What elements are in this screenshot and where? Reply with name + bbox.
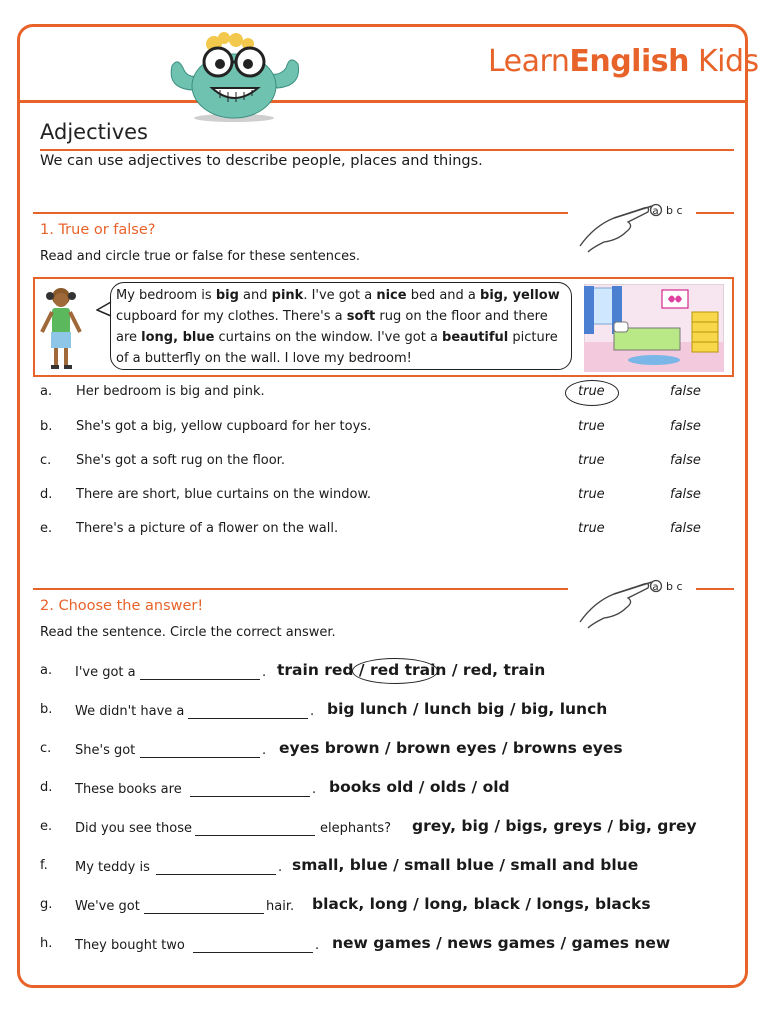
section1-title: 1. True or false? [40, 222, 156, 238]
choose-row-g: g. We've got hair. black, long / long, black / longs, blacks [40, 895, 651, 914]
false-option[interactable]: false [670, 521, 701, 536]
answer-blank[interactable] [188, 718, 308, 719]
true-option[interactable]: true [578, 521, 605, 536]
answer-options[interactable]: black, long / long, black / longs, blacks [312, 895, 651, 913]
choose-row-b: b. We didn't have a . big lunch / lunch big / big, lunch [40, 700, 608, 719]
story-text: My bedroom is big and pink. I've got a nice bed and a big, yellow cupboard for my clothes. There's a soft rug on the floor and there are long, blue curtains on the window. I've got a beautiful picture of a butterfly on the wall. I love my bedroom! [116, 288, 560, 366]
answer-options[interactable]: books old / olds / old [329, 778, 510, 796]
choose-row-a: a. I've got a . train red / red train / red, train [40, 661, 546, 680]
section2-title: 2. Choose the answer! [40, 598, 204, 614]
bedroom-illustration-icon [584, 284, 724, 372]
hand-letter-a: a [652, 582, 659, 593]
choose-row-h: h. They bought two . new games / news games / games new [40, 934, 671, 953]
answer-options[interactable]: eyes brown / brown eyes / browns eyes [279, 739, 623, 757]
hand-letter-a: a [652, 206, 659, 217]
hand-letters: b c [666, 204, 683, 217]
section1-instruction: Read and circle true or false for these sentences. [40, 249, 361, 264]
answer-blank[interactable] [140, 757, 260, 758]
girl-illustration-icon [38, 284, 84, 372]
answer-options[interactable]: small, blue / small blue / small and blue [292, 856, 639, 874]
false-option[interactable]: false [670, 453, 701, 468]
true-option[interactable]: true [578, 384, 605, 399]
answer-blank[interactable] [156, 874, 276, 875]
title-underline [40, 149, 734, 151]
answer-options[interactable]: new games / news games / games new [332, 934, 671, 952]
true-option[interactable]: true [578, 419, 605, 434]
answer-blank[interactable] [140, 679, 260, 680]
choose-row-f: f. My teddy is . small, blue / small blue / small and blue [40, 856, 639, 875]
section2-divider [33, 588, 568, 590]
learnenglish-kids-logo: LearnEnglish Kids [488, 44, 759, 79]
section2-divider-right [696, 588, 734, 590]
hand-letters: b c [666, 580, 683, 593]
true-option[interactable]: true [578, 453, 605, 468]
false-option[interactable]: false [670, 384, 701, 399]
true-option[interactable]: true [578, 487, 605, 502]
answer-options[interactable]: grey, big / bigs, greys / big, grey [412, 817, 697, 835]
answer-blank[interactable] [193, 952, 313, 953]
choose-row-d: d. These books are . books old / olds / old [40, 778, 510, 797]
false-option[interactable]: false [670, 487, 701, 502]
answer-blank[interactable] [195, 835, 315, 836]
answer-options[interactable]: train red / red train / red, train [277, 661, 546, 679]
tf-row-b: b. She's got a big, yellow cupboard for her toys. true false [40, 419, 701, 434]
intro-text: We can use adjectives to describe people, places and things. [40, 153, 483, 169]
tf-row-c: c. She's got a soft rug on the floor. true false [40, 453, 701, 468]
section1-divider-right [696, 212, 734, 214]
tf-row-e: e. There's a picture of a flower on the wall. true false [40, 521, 701, 536]
tf-row-a: a. Her bedroom is big and pink. true false [40, 384, 701, 399]
monster-mascot-icon [162, 26, 307, 122]
choose-row-e: e. Did you see those elephants? grey, big / bigs, greys / big, grey [40, 817, 697, 836]
answer-options[interactable]: big lunch / lunch big / big, lunch [327, 700, 608, 718]
answer-blank[interactable] [190, 796, 310, 797]
choose-row-c: c. She's got . eyes brown / brown eyes / browns eyes [40, 739, 623, 758]
false-option[interactable]: false [670, 419, 701, 434]
writing-hand-icon [574, 196, 694, 256]
writing-hand-icon [574, 572, 694, 632]
section1-divider [33, 212, 568, 214]
tf-row-d: d. There are short, blue curtains on the window. true false [40, 487, 701, 502]
answer-blank[interactable] [144, 913, 264, 914]
section2-instruction: Read the sentence. Circle the correct answer. [40, 625, 336, 640]
header-divider [20, 100, 748, 103]
page-title: Adjectives [40, 120, 148, 144]
